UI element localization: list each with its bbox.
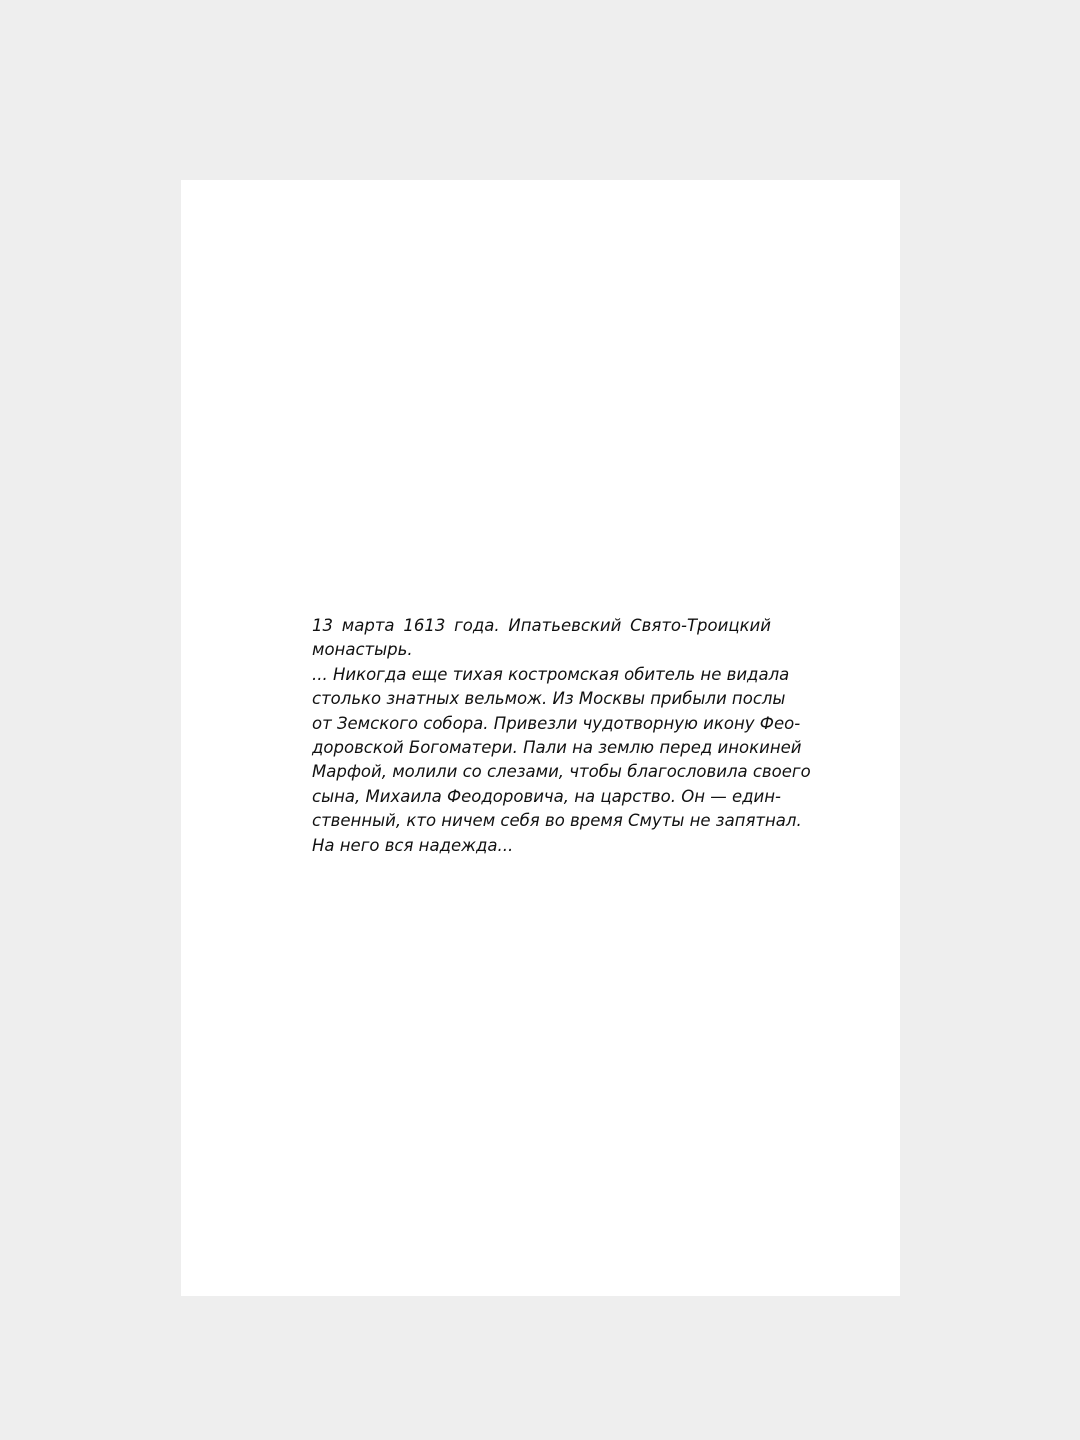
text-line: ... Никогда еще тихая костромская обитель не видала	[312, 664, 790, 684]
text-line: сына, Михаила Феодоровича, на царство. Он — един-	[312, 786, 782, 806]
text-line: На него вся надежда...	[312, 835, 514, 855]
text-line: Марфой, молили со слезами, чтобы благословила своего	[312, 762, 811, 782]
page-text	[312, 614, 811, 858]
text-line: ственный, кто ничем себя во время Смуты не запятнал.	[312, 811, 802, 831]
book-page	[181, 180, 900, 1296]
text-line: доровской Богоматери. Пали на землю перед инокиней	[312, 738, 802, 758]
text-line: столько знатных вельмож. Из Москвы прибыли послы	[312, 689, 786, 709]
text-line: монастырь.	[312, 640, 413, 660]
text-line: 13 марта 1613 года. Ипатьевский Свято-Троицкий	[312, 616, 771, 635]
text-line: от Земского собора. Привезли чудотворную икону Фео-	[312, 713, 801, 733]
